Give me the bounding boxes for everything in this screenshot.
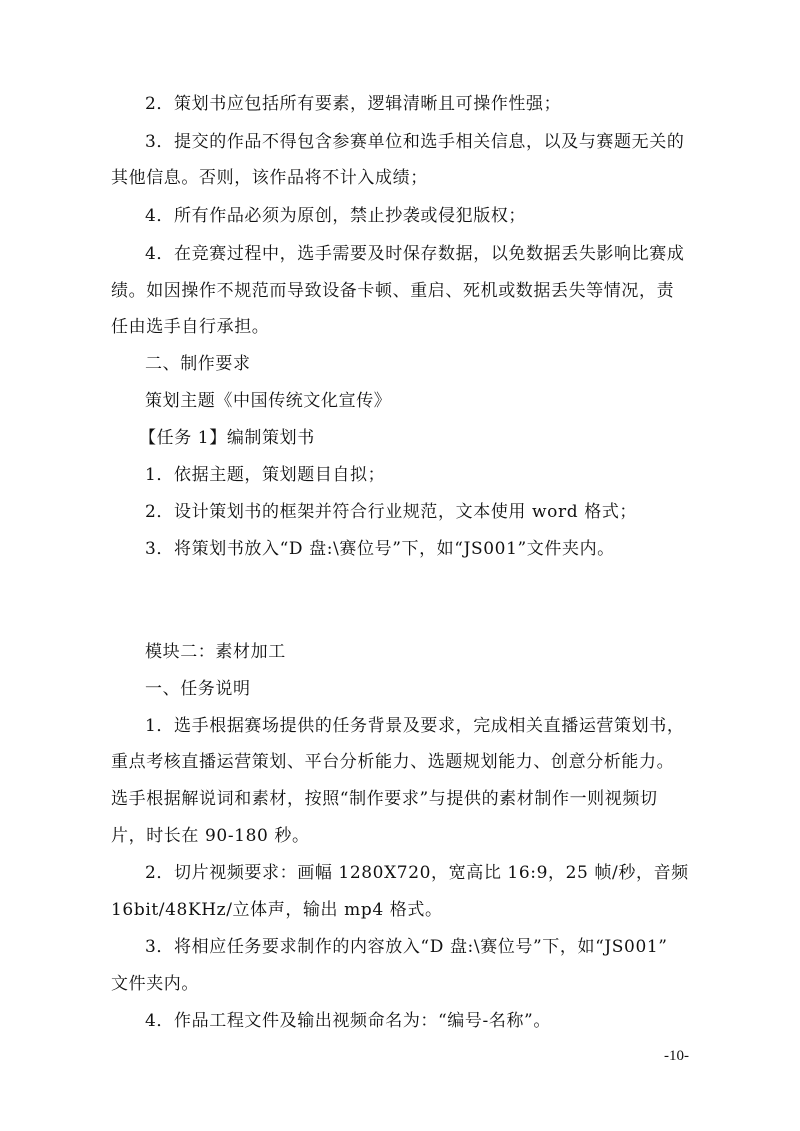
module-2-item-1-line-2: 重点考核直播运营策划、平台分析能力、选题规划能力、创意分析能力。 <box>111 752 675 772</box>
requirement-item-4b-line-2: 绩。如因操作不规范而导致设备卡顿、重启、死机或数据丢失等情况，责 <box>111 281 675 301</box>
module-2-title: 模块二：素材加工 <box>145 642 286 662</box>
module-2-item-2-line-2: 16bit/48KHz/立体声，输出 mp4 格式。 <box>111 900 443 920</box>
requirement-item-3-line-2: 其他信息。否则，该作品将不计入成绩； <box>111 168 428 188</box>
requirement-item-4a: 4．所有作品必须为原创，禁止抄袭或侵犯版权； <box>145 206 527 226</box>
module-2-item-1-line-3: 选手根据解说词和素材，按照“制作要求”与提供的素材制作一则视频切 <box>111 789 658 809</box>
requirement-item-3-line-1: 3．提交的作品不得包含参赛单位和选手相关信息，以及与赛题无关的 <box>145 132 685 152</box>
module-2-item-3-line-1: 3．将相应任务要求制作的内容放入“D 盘:\赛位号”下，如“JS001” <box>145 937 668 957</box>
module-2-item-1-line-1: 1．选手根据赛场提供的任务背景及要求，完成相关直播运营策划书， <box>145 716 685 736</box>
module-2-task-heading: 一、任务说明 <box>145 679 251 699</box>
task-1-item-1: 1．依据主题，策划题目自拟； <box>145 465 386 485</box>
production-heading: 二、制作要求 <box>145 354 251 374</box>
page-number: -10- <box>664 1048 689 1064</box>
task-1-item-2: 2．设计策划书的框架并符合行业规范，文本使用 word 格式； <box>145 502 638 522</box>
module-2-item-3-line-2: 文件夹内。 <box>111 974 199 994</box>
module-2-item-4: 4．作品工程文件及输出视频命名为：“编号-名称”。 <box>145 1011 551 1031</box>
task-1-item-3: 3．将策划书放入“D 盘:\赛位号”下，如“JS001”文件夹内。 <box>145 539 615 559</box>
module-2-item-2-line-1: 2．切片视频要求：画幅 1280X720，宽高比 16:9，25 帧/秒，音频 <box>145 863 689 883</box>
module-2-item-1-line-4: 片，时长在 90-180 秒。 <box>111 826 310 846</box>
requirement-item-4b-line-1: 4．在竞赛过程中，选手需要及时保存数据，以免数据丢失影响比赛成 <box>145 244 685 264</box>
production-theme: 策划主题《中国传统文化宣传》 <box>145 391 392 411</box>
requirement-item-2: 2．策划书应包括所有要素，逻辑清晰且可操作性强； <box>145 94 562 114</box>
requirement-item-4b-line-3: 任由选手自行承担。 <box>111 317 270 337</box>
task-1-title: 【任务 1】编制策划书 <box>139 428 315 448</box>
